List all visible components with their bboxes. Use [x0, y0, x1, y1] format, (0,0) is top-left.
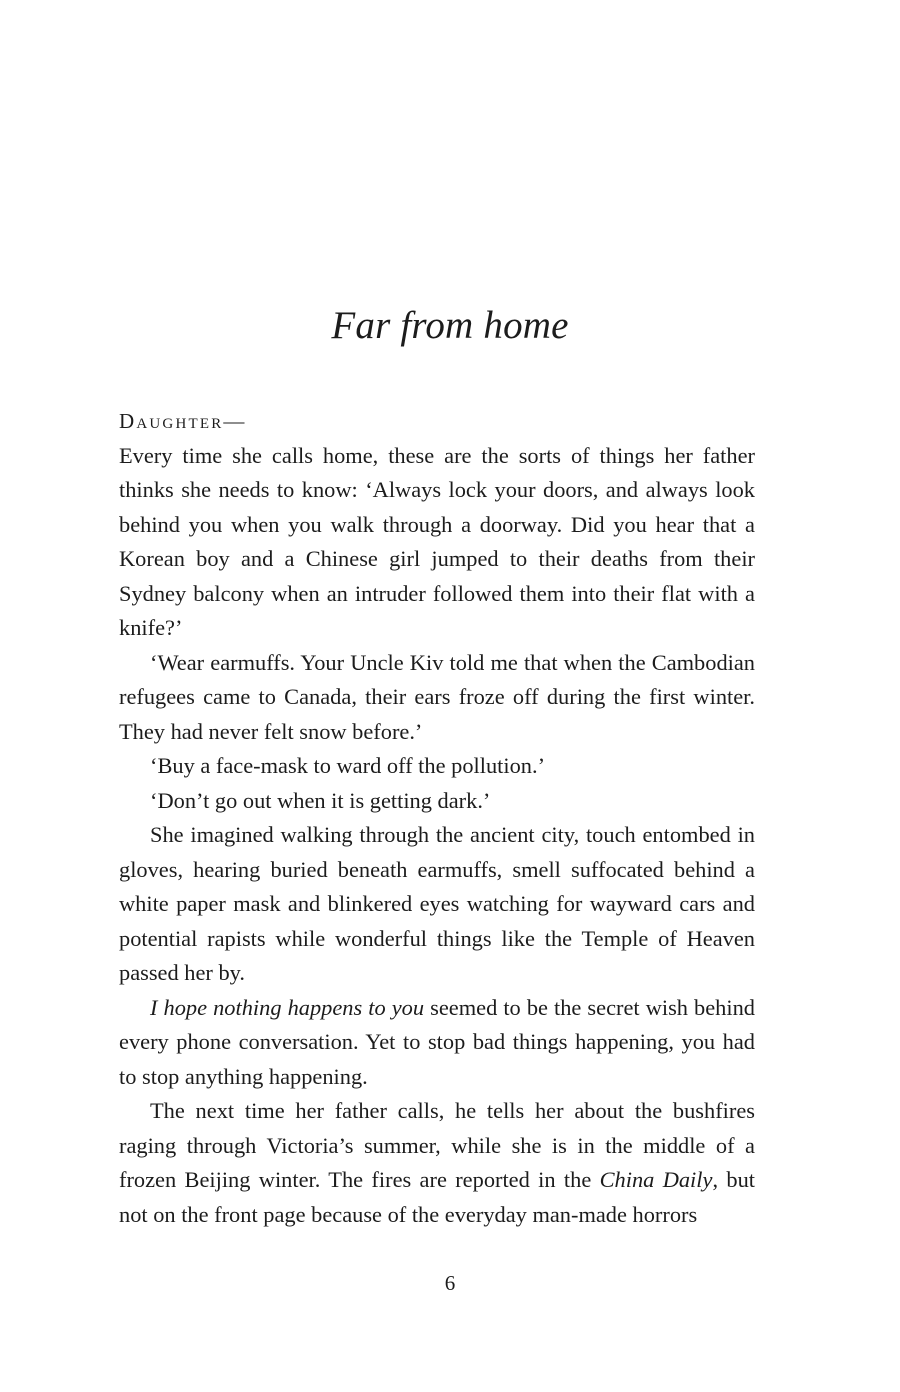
- paragraph-1: Every time she calls home, these are the sorts of things her father thinks she needs to know: ‘Always lock your doors, and always look behind you when you walk through a doorway. Did you hear that a Korean boy and a Chinese girl jumped to their deaths from their Sydney balcony when an intruder followed them into their flat with a knife?’: [119, 442, 755, 640]
- page-number: 6: [444, 1271, 456, 1295]
- body-text: [119, 404, 755, 1232]
- paragraph-7-text-after: , but not on the front page because of the everyday man-made horrors: [119, 1167, 755, 1227]
- paragraph-6: [119, 991, 755, 1095]
- lead-word: Daughter—: [119, 409, 247, 433]
- chapter-title: Far from home: [331, 304, 569, 347]
- paragraph-4: ‘Don’t go out when it is getting dark.’: [150, 787, 491, 813]
- paragraph-7: [119, 1094, 755, 1232]
- paragraph-7-text-before: The next time her father calls, he tells her about the bushfires raging through Victoria’s summer, while she is in the middle of a frozen Beijing winter. The fires are reported in the: [119, 1098, 755, 1192]
- italic-phrase: I hope nothing happens to you: [150, 994, 425, 1020]
- paragraph-2: ‘Wear earmuffs. Your Uncle Kiv told me that when the Cambodian refugees came to Canada, their ears froze off during the first winter. They had never felt snow before.’: [119, 649, 755, 744]
- paragraph-5: She imagined walking through the ancient city, touch entombed in gloves, hearing buried beneath earmuffs, smell suffocated behind a white paper mask and blinkered eyes watching for wayward cars and potential rapists while wonderful things like the Temple of Heaven passed her by.: [119, 822, 755, 985]
- newspaper-title: China Daily: [599, 1167, 713, 1192]
- paragraph-6-text: seemed to be the secret wish behind every phone conversation. Yet to stop bad things happening, you had to stop anything happening.: [119, 994, 755, 1089]
- paragraph-3: ‘Buy a face-mask to ward off the pollution.’: [150, 753, 546, 778]
